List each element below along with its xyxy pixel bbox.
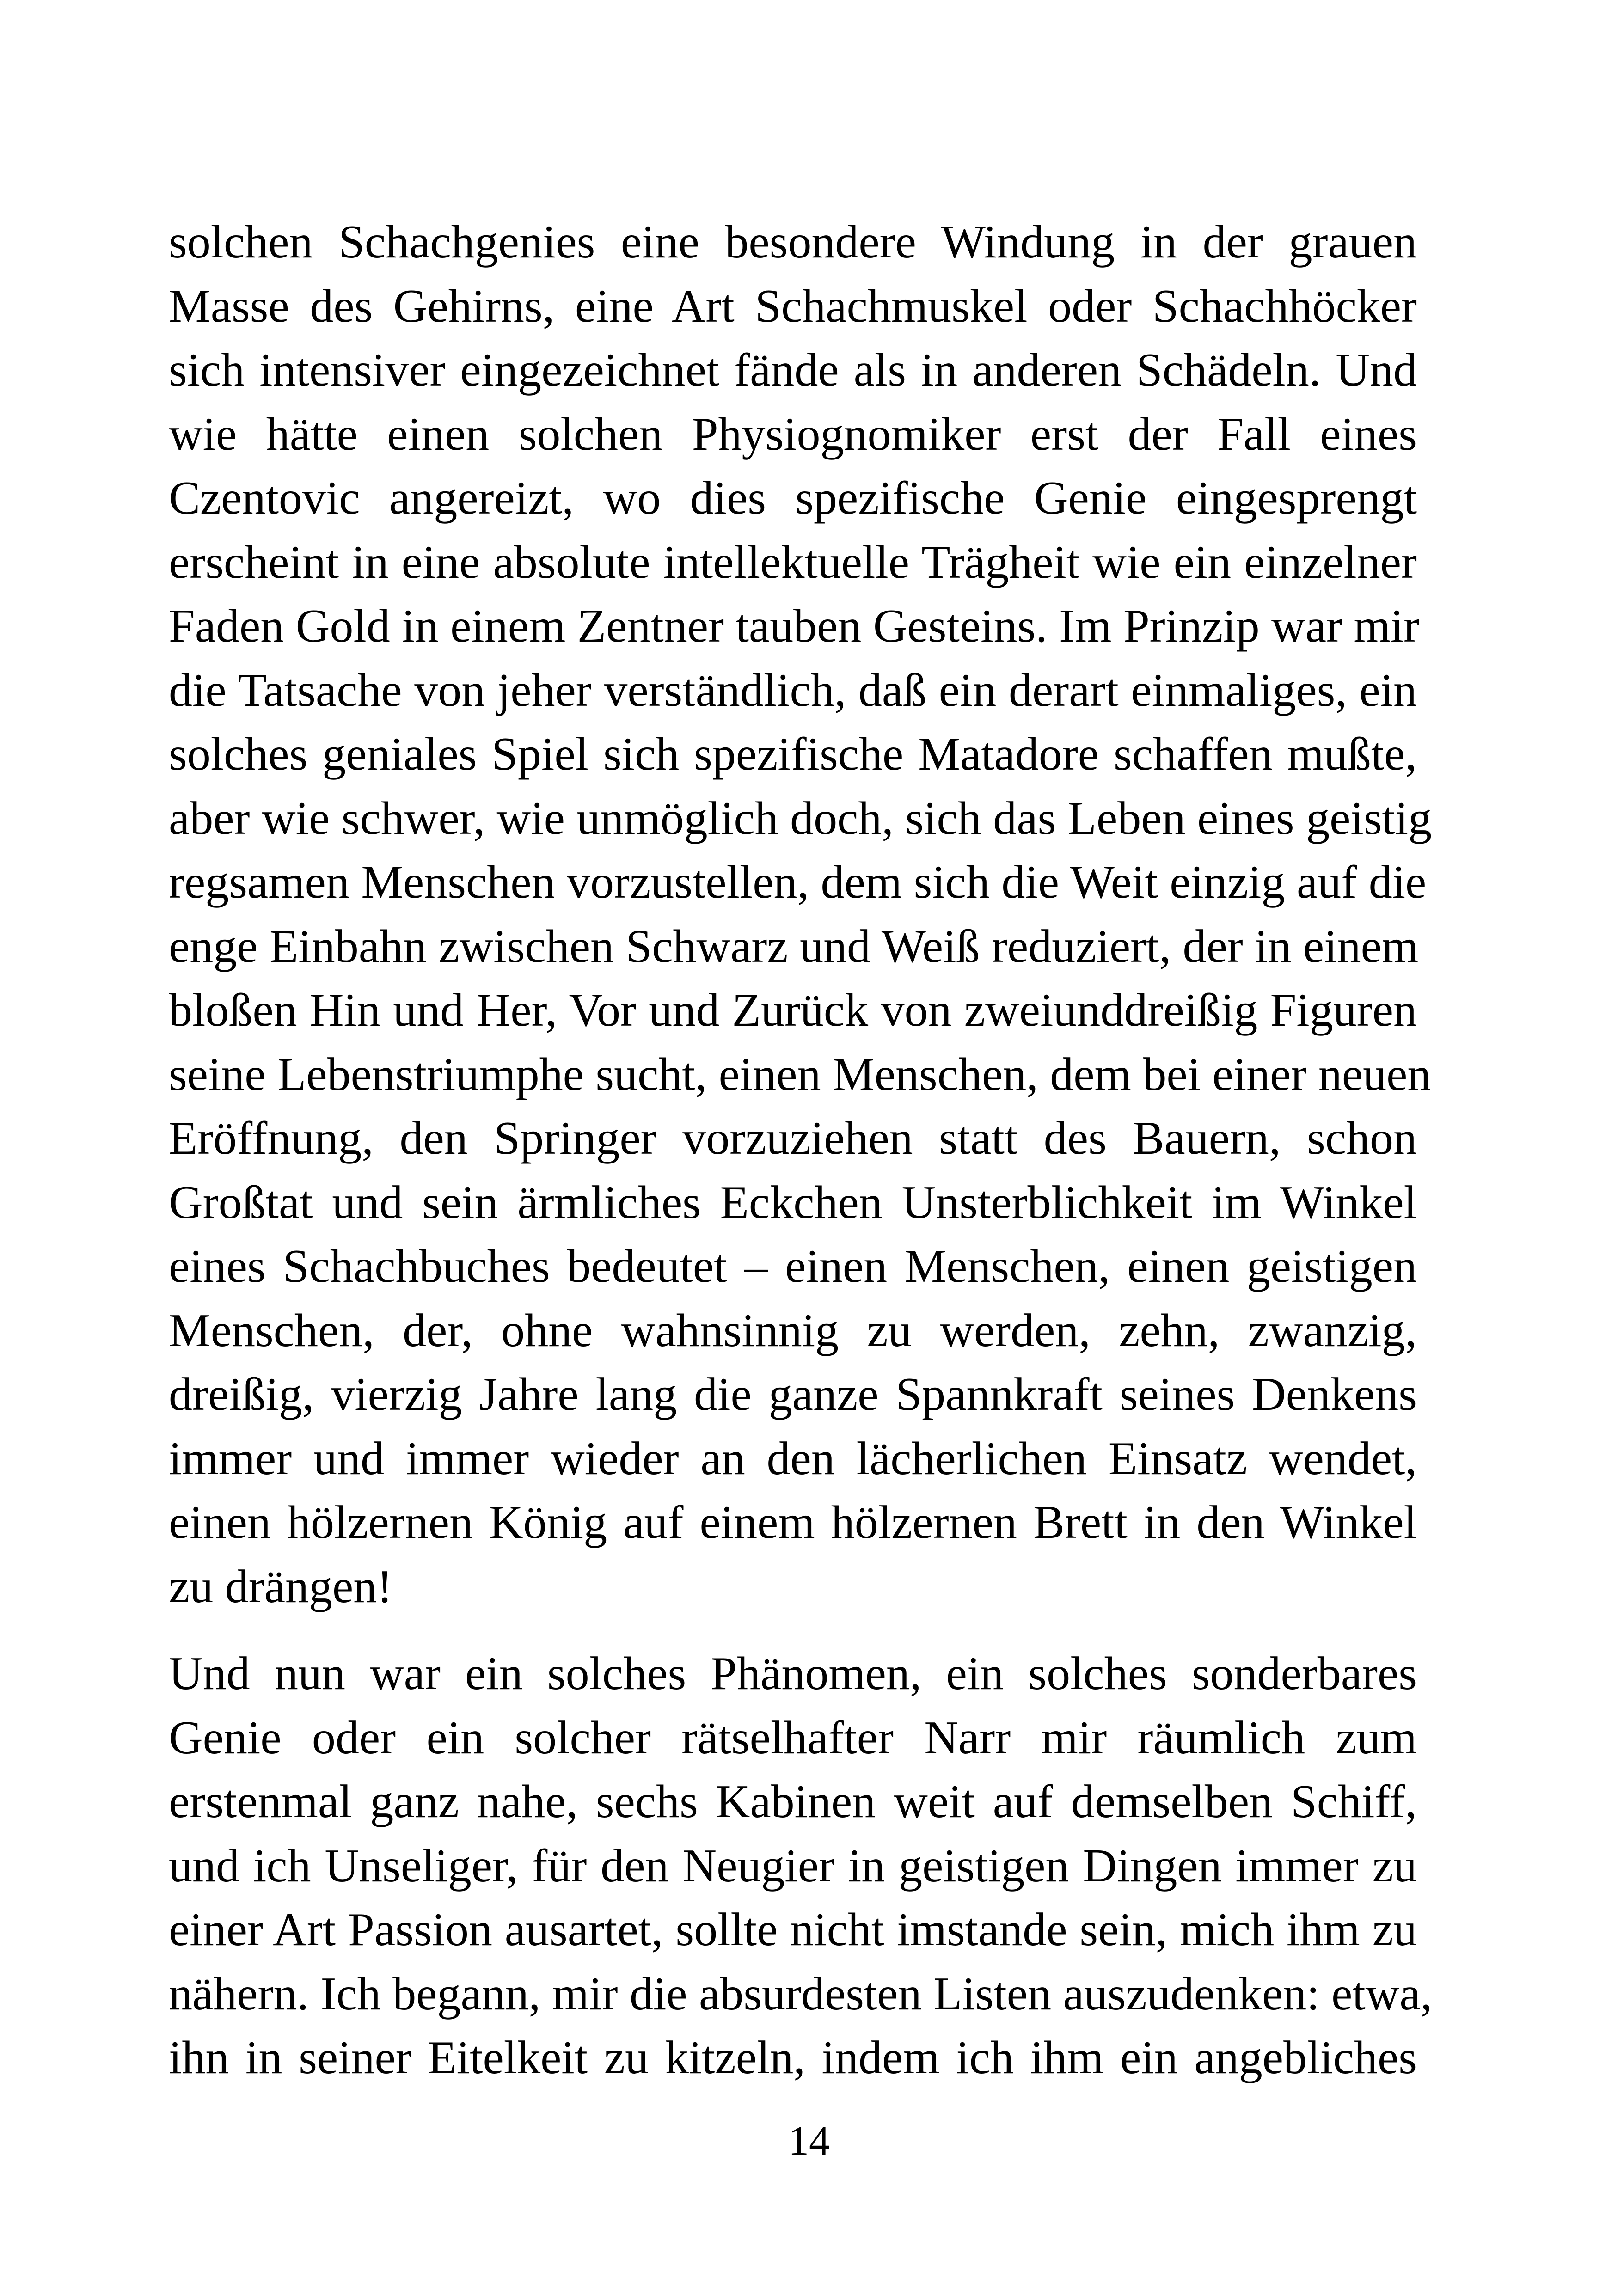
text-line: seine Lebenstriumphe sucht, einen Menschen, dem bei einer neuen [169,1048,1431,1101]
text-line: eines Schachbuches bedeutet – einen Menschen, einen geistigen [169,1240,1417,1292]
text-line: erstenmal ganz nahe, sechs Kabinen weit auf demselben Schiff, [169,1776,1417,1828]
text-line: Faden Gold in einem Zentner tauben Gesteins. Im Prinzip war mir [169,600,1420,652]
text-line: ihn in seiner Eitelkeit zu kitzeln, indem ich ihm ein angebliches [169,2032,1417,2084]
paragraph-1 [169,210,1432,1619]
text-line: Und nun war ein solches Phänomen, ein solches sonderbares [169,1647,1417,1700]
text-line: zu drängen! [169,1560,393,1613]
text-line: sich intensiver eingezeichnet fände als in anderen Schädeln. Und [169,344,1417,396]
text-line: Genie oder ein solcher rätselhafter Narr mir räumlich zum [169,1711,1417,1764]
text-line: die Tatsache von jeher verständlich, daß ein derart einmaliges, ein [169,664,1417,716]
page-number: 14 [788,2118,830,2164]
text-line: bloßen Hin und Her, Vor und Zurück von zweiunddreißig Figuren [169,984,1417,1036]
text-line: einen hölzernen König auf einem hölzernen Brett in den Winkel [169,1496,1417,1549]
text-line: regsamen Menschen vorzustellen, dem sich die Weit einzig auf die [169,856,1427,908]
text-line: Czentovic angereizt, wo dies spezifische Genie eingesprengt [169,472,1417,524]
text-line: solchen Schachgenies eine besondere Windung in der grauen [169,216,1417,268]
text-line: aber wie schwer, wie unmöglich doch, sich das Leben eines geistig [169,792,1432,845]
text-line: erscheint in eine absolute intellektuelle Trägheit wie ein einzelner [169,536,1417,588]
body-text [169,210,1433,2090]
text-line: Menschen, der, ohne wahnsinnig zu werden, zehn, zwanzig, [169,1304,1417,1357]
text-line: immer und immer wieder an den lächerlichen Einsatz wendet, [169,1432,1417,1485]
text-line: nähern. Ich begann, mir die absurdesten Listen auszudenken: etwa, [169,1967,1433,2020]
text-line: dreißig, vierzig Jahre lang die ganze Spannkraft seines Denkens [169,1368,1417,1420]
paragraph-2 [169,1642,1433,2090]
text-line: enge Einbahn zwischen Schwarz und Weiß reduziert, der in einem [169,920,1419,973]
text-line: einer Art Passion ausartet, sollte nicht imstande sein, mich ihm zu [169,1904,1417,1956]
text-line: solches geniales Spiel sich spezifische Matadore schaffen mußte, [169,728,1417,780]
text-line: Eröffnung, den Springer vorzuziehen statt des Bauern, schon [169,1112,1417,1164]
text-line: Großtat und sein ärmliches Eckchen Unsterblichkeit im Winkel [169,1176,1417,1229]
text-line: wie hätte einen solchen Physiognomiker erst der Fall eines [169,408,1417,460]
text-line: und ich Unseliger, für den Neugier in geistigen Dingen immer zu [169,1839,1417,1892]
text-line: Masse des Gehirns, eine Art Schachmuskel oder Schachhöcker [169,280,1417,332]
